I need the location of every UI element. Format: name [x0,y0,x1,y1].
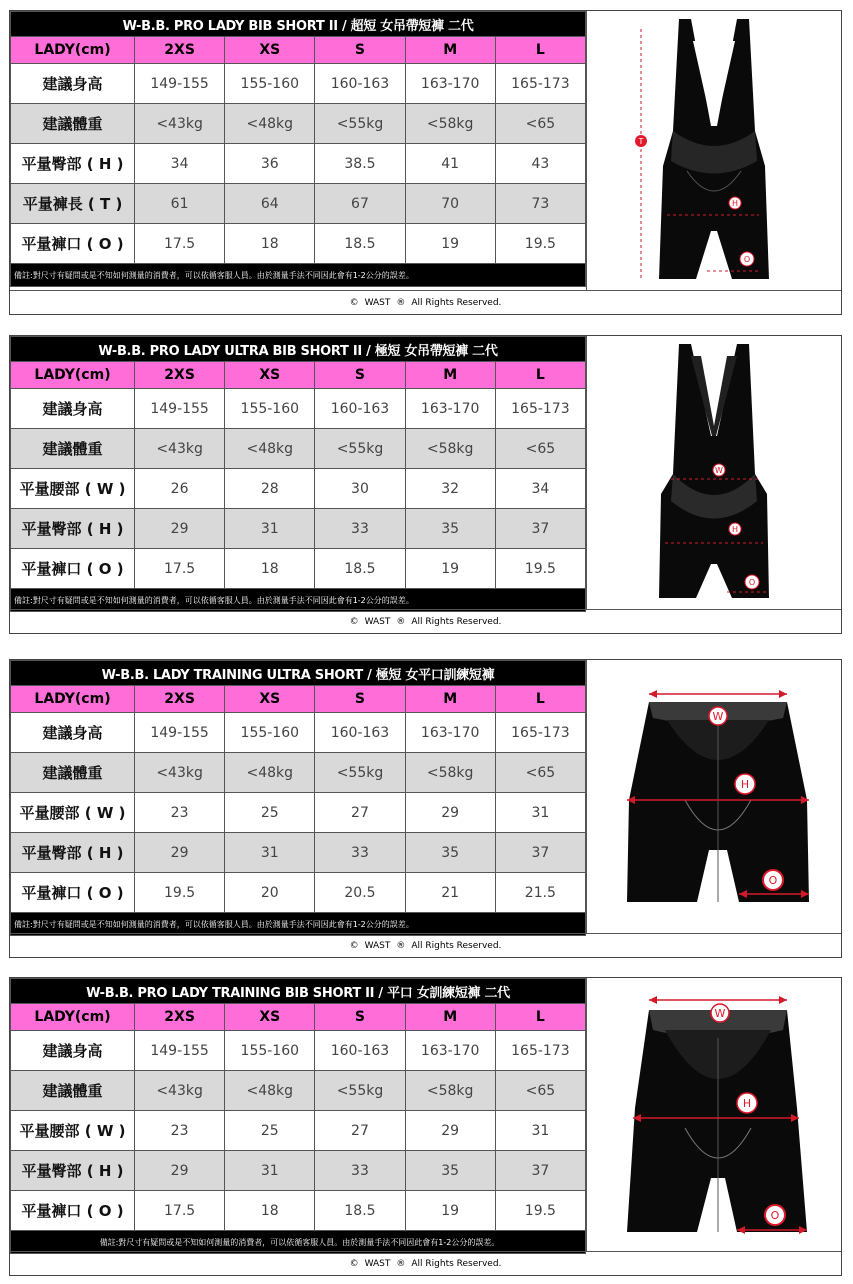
cell: 25 [225,1111,315,1151]
row-label: 建議體重 [11,429,135,469]
measurement-note: 備註:對尺寸有疑問或是不知如何測量的消費者，可以依循客服人員。由於測量手法不同因此會有1-2公分的誤差。 [11,913,586,936]
size-chart-block [9,10,842,315]
rights-text: All Rights Reserved. [411,1259,502,1269]
size-header: XS [225,362,315,389]
cell: 160-163 [315,1031,405,1071]
cell: <58kg [405,1071,495,1111]
cell: <55kg [315,429,405,469]
cell: 37 [495,1151,585,1191]
cell: 31 [495,793,585,833]
cell: 149-155 [135,1031,225,1071]
cell: <43kg [135,1071,225,1111]
chart-title: W-B.B. PRO LADY TRAINING BIB SHORT II / 平口 女訓練短褲 二代 [11,979,586,1004]
row-label: 平量褲口 ( O ) [11,1191,135,1231]
cell: 67 [315,184,405,224]
cell: 29 [135,833,225,873]
brand-name: WAST [364,941,391,951]
marker-h-label: H [742,1097,752,1110]
cell: 34 [135,144,225,184]
unit-header: LADY(cm) [11,686,135,713]
table-row [11,64,586,104]
row-label: 平量腰部 ( W ) [11,1111,135,1151]
size-header: XS [225,686,315,713]
table-row [11,224,586,264]
cell: 27 [315,793,405,833]
table-row [11,184,586,224]
cell: 25 [225,793,315,833]
row-label: 建議體重 [11,104,135,144]
row-label: 建議體重 [11,1071,135,1111]
brand-name: WAST [364,298,391,308]
row-label: 建議身高 [11,713,135,753]
row-label: 平量腰部 ( W ) [11,469,135,509]
cell: 165-173 [495,64,585,104]
cell: 21 [405,873,495,913]
cell: 155-160 [225,64,315,104]
cell: 163-170 [405,1031,495,1071]
cell: 43 [495,144,585,184]
table-row [11,389,586,429]
cell: <48kg [225,753,315,793]
row-label: 平量腰部 ( W ) [11,793,135,833]
rights-text: All Rights Reserved. [411,617,502,627]
size-chart-block [9,335,842,634]
marker-o-label: O [770,1209,780,1222]
cell: 41 [405,144,495,184]
cell: 155-160 [225,389,315,429]
cell: 35 [405,509,495,549]
garment-diagram [586,978,841,1251]
measurement-note: 備註:對尺寸有疑問或是不知如何測量的消費者，可以依循客服人員。由於測量手法不同因此會有1-2公分的誤差。 [11,589,586,612]
cell: 23 [135,793,225,833]
size-table [10,660,586,936]
table-row [11,549,586,589]
cell: 33 [315,1151,405,1191]
cell: <58kg [405,429,495,469]
cell: <65 [495,429,585,469]
cell: 19 [405,549,495,589]
size-header: 2XS [135,362,225,389]
chart-title: W-B.B. PRO LADY BIB SHORT II / 超短 女吊帶短褲 二代 [11,12,586,37]
marker-t-label: T [638,137,644,146]
cell: 34 [495,469,585,509]
cell: 31 [225,833,315,873]
table-row [11,104,586,144]
cell: <48kg [225,104,315,144]
row-label: 建議身高 [11,64,135,104]
marker-o-label: O [748,578,756,587]
cell: 61 [135,184,225,224]
measurement-note: 備註:對尺寸有疑問或是不知如何測量的消費者，可以依循客服人員。由於測量手法不同因此會有1-2公分的誤差。 [11,1231,586,1254]
size-header: XS [225,1004,315,1031]
cell: <55kg [315,753,405,793]
size-header: M [405,686,495,713]
cell: 38.5 [315,144,405,184]
rights-text: All Rights Reserved. [411,298,502,308]
size-header: S [315,362,405,389]
cell: <65 [495,1071,585,1111]
row-label: 平量褲口 ( O ) [11,224,135,264]
size-chart-block [9,977,842,1276]
size-header: 2XS [135,686,225,713]
cell: 149-155 [135,389,225,429]
cell: 149-155 [135,64,225,104]
registered-symbol: ® [396,298,406,308]
row-label: 平量臀部 ( H ) [11,1151,135,1191]
brand-name: WAST [364,1259,391,1269]
copyright-symbol: © [349,1259,359,1269]
table-row [11,509,586,549]
measurement-note: 備註:對尺寸有疑問或是不知如何測量的消費者，可以依循客服人員。由於測量手法不同因此會有1-2公分的誤差。 [11,264,586,287]
table-row [11,144,586,184]
size-header: S [315,686,405,713]
cell: 21.5 [495,873,585,913]
table-row [11,1031,586,1071]
copyright-symbol: © [349,941,359,951]
chart-title: W-B.B. PRO LADY ULTRA BIB SHORT II / 極短 女吊帶短褲 二代 [11,337,586,362]
chart-title: W-B.B. LADY TRAINING ULTRA SHORT / 極短 女平口訓練短褲 [11,661,586,686]
cell: 31 [225,509,315,549]
table-row [11,713,586,753]
copyright-footer [10,609,841,634]
cell: 165-173 [495,1031,585,1071]
table-row [11,873,586,913]
cell: 163-170 [405,389,495,429]
cell: <58kg [405,104,495,144]
marker-h-label: H [731,199,739,208]
size-header: M [405,37,495,64]
table-row [11,1071,586,1111]
cell: 149-155 [135,713,225,753]
registered-symbol: ® [396,1259,406,1269]
cell: 27 [315,1111,405,1151]
cell: 29 [135,509,225,549]
unit-header: LADY(cm) [11,37,135,64]
cell: 18.5 [315,224,405,264]
cell: <43kg [135,753,225,793]
cell: 18 [225,224,315,264]
row-label: 平量褲口 ( O ) [11,873,135,913]
marker-w-label: W [712,710,724,723]
table-row [11,753,586,793]
cell: <48kg [225,429,315,469]
cell: 32 [405,469,495,509]
cell: 160-163 [315,713,405,753]
cell: 20.5 [315,873,405,913]
cell: 19.5 [135,873,225,913]
copyright-symbol: © [349,617,359,627]
cell: 18.5 [315,549,405,589]
copyright-footer [10,290,841,315]
cell: 23 [135,1111,225,1151]
cell: 18 [225,1191,315,1231]
cell: <43kg [135,104,225,144]
cell: 17.5 [135,1191,225,1231]
copyright-symbol: © [349,298,359,308]
size-header: L [495,686,585,713]
table-row [11,1111,586,1151]
cell: 36 [225,144,315,184]
cell: 37 [495,509,585,549]
size-header: S [315,1004,405,1031]
cell: 70 [405,184,495,224]
cell: 165-173 [495,713,585,753]
cell: 160-163 [315,389,405,429]
row-label: 平量臀部 ( H ) [11,144,135,184]
size-header: M [405,1004,495,1031]
cell: 165-173 [495,389,585,429]
cell: 20 [225,873,315,913]
cell: 30 [315,469,405,509]
copyright-footer [10,933,841,958]
cell: 160-163 [315,64,405,104]
cell: 17.5 [135,549,225,589]
size-table [10,978,586,1254]
cell: 29 [135,1151,225,1191]
cell: 19 [405,1191,495,1231]
table-row [11,429,586,469]
registered-symbol: ® [396,941,406,951]
cell: 19 [405,224,495,264]
garment-diagram [586,336,841,609]
brand-name: WAST [364,617,391,627]
table-row [11,1191,586,1231]
cell: 29 [405,1111,495,1151]
cell: 33 [315,833,405,873]
cell: 163-170 [405,64,495,104]
marker-w-label: W [714,1007,726,1020]
rights-text: All Rights Reserved. [411,941,502,951]
table-row [11,833,586,873]
cell: 19.5 [495,224,585,264]
cell: 17.5 [135,224,225,264]
cell: <55kg [315,104,405,144]
unit-header: LADY(cm) [11,1004,135,1031]
table-row [11,793,586,833]
marker-w-label: W [715,466,723,475]
marker-o-label: O [768,874,778,887]
cell: 33 [315,509,405,549]
cell: 73 [495,184,585,224]
marker-h-label: H [731,525,739,534]
marker-o-label: O [743,255,751,264]
cell: 155-160 [225,1031,315,1071]
cell: <58kg [405,753,495,793]
cell: 18 [225,549,315,589]
registered-symbol: ® [396,617,406,627]
row-label: 建議身高 [11,1031,135,1071]
cell: 31 [225,1151,315,1191]
cell: 35 [405,833,495,873]
cell: 19.5 [495,1191,585,1231]
cell: 18.5 [315,1191,405,1231]
cell: 35 [405,1151,495,1191]
row-label: 平量臀部 ( H ) [11,833,135,873]
marker-h-label: H [740,778,750,791]
size-header: L [495,37,585,64]
size-header: XS [225,37,315,64]
cell: <43kg [135,429,225,469]
size-chart-block [9,659,842,958]
table-row [11,1151,586,1191]
row-label: 平量褲口 ( O ) [11,549,135,589]
size-table [10,11,586,287]
garment-diagram [586,11,841,290]
row-label: 建議體重 [11,753,135,793]
cell: 19.5 [495,549,585,589]
cell: <48kg [225,1071,315,1111]
size-header: 2XS [135,37,225,64]
size-table [10,336,586,612]
row-label: 平量褲長 ( T ) [11,184,135,224]
cell: 64 [225,184,315,224]
cell: <55kg [315,1071,405,1111]
cell: 155-160 [225,713,315,753]
cell: 31 [495,1111,585,1151]
size-header: 2XS [135,1004,225,1031]
size-header: S [315,37,405,64]
cell: <65 [495,104,585,144]
row-label: 建議身高 [11,389,135,429]
cell: 26 [135,469,225,509]
cell: 37 [495,833,585,873]
table-row [11,469,586,509]
cell: 28 [225,469,315,509]
cell: 29 [405,793,495,833]
row-label: 平量臀部 ( H ) [11,509,135,549]
size-header: L [495,362,585,389]
size-header: M [405,362,495,389]
cell: 163-170 [405,713,495,753]
garment-diagram [586,660,841,933]
copyright-footer [10,1251,841,1276]
unit-header: LADY(cm) [11,362,135,389]
cell: <65 [495,753,585,793]
size-header: L [495,1004,585,1031]
